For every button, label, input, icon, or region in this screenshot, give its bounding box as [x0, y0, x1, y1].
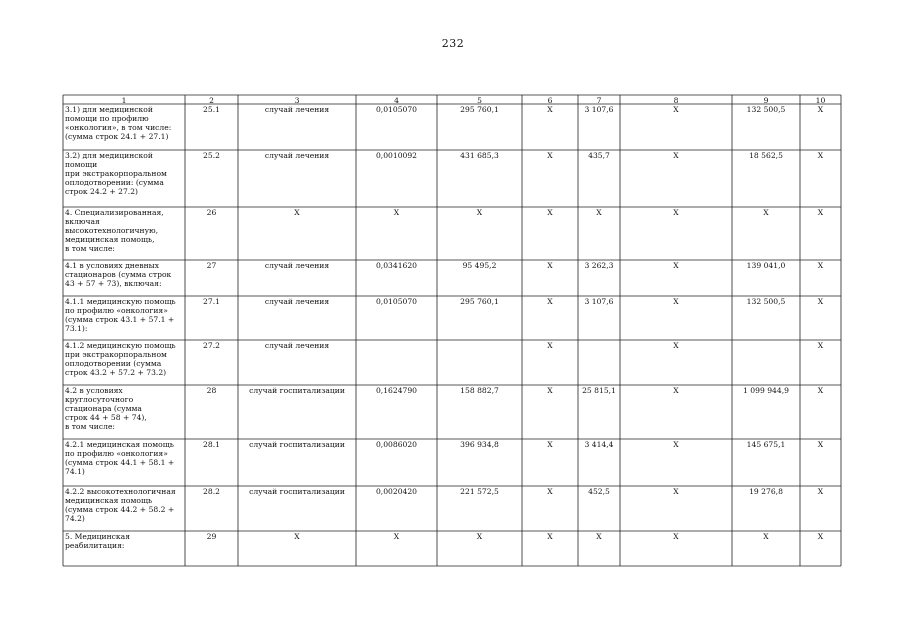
cell-col-2: 27.2	[203, 341, 220, 350]
cell-col-2: 26	[206, 208, 217, 217]
cell-col-9: 145 675,1	[746, 440, 786, 449]
cell-col-3: случай лечения	[264, 297, 330, 306]
cell-col-3: случай госпитализации	[249, 440, 345, 449]
row-label-line: в том числе:	[65, 244, 115, 253]
row-label-line: «онкология», в том числе:	[65, 123, 172, 132]
cell-col-2: 25.2	[203, 151, 220, 160]
row-label-line: 3.1) для медицинской	[65, 105, 153, 114]
cell-col-3: X	[294, 208, 300, 217]
cell-col-9: 19 276,8	[749, 487, 783, 496]
header-cell: 1	[121, 95, 127, 105]
cell-col-7: 3 414,4	[584, 440, 614, 449]
cell-col-4: 0,0105070	[375, 105, 418, 114]
cell-col-6: X	[547, 151, 553, 160]
cell-col-8: X	[673, 105, 679, 114]
cell-col-10: X	[817, 261, 824, 270]
row-label-line: 4.1.2 медицинскую помощь	[65, 341, 176, 350]
cell-col-9: 132 500,5	[746, 297, 786, 306]
cell-col-6: X	[547, 297, 553, 306]
cell-col-4: X	[393, 208, 400, 217]
row-label-line: помощи	[65, 160, 98, 169]
cell-col-9: X	[763, 532, 769, 541]
row-label-line: включая	[65, 217, 100, 226]
cell-col-10: X	[817, 105, 824, 114]
cell-col-3: случай госпитализации	[249, 386, 345, 395]
cell-col-9: 139 041,0	[746, 261, 786, 270]
cell-col-4: 0,0341620	[375, 261, 418, 270]
header-cell: 9	[763, 95, 769, 105]
row-label-line: (сумма строк 24.1 + 27.1)	[65, 132, 169, 141]
cell-col-5: X	[476, 532, 483, 541]
row-label-line: строк 44 + 58 + 74),	[65, 413, 147, 422]
cell-col-3: случай госпитализации	[249, 487, 345, 496]
cell-col-6: X	[547, 105, 553, 114]
cell-col-10: X	[817, 386, 824, 395]
row-label-line: стационаров (сумма строк	[65, 270, 172, 279]
row-label-line: 4.2.1 медицинская помощь	[65, 440, 174, 449]
row-label-line: в том числе:	[65, 422, 115, 431]
cell-col-5: 295 760,1	[460, 297, 499, 306]
cell-col-4: 0,0010092	[375, 151, 418, 160]
cell-col-8: X	[673, 208, 679, 217]
row-label-line: строк 43.2 + 57.2 + 73.2)	[65, 368, 167, 377]
header-cell: 10	[815, 95, 826, 105]
cell-col-7: 435,7	[588, 151, 610, 160]
row-label-line: круглосуточного	[65, 395, 134, 404]
cell-col-2: 25.1	[203, 105, 220, 114]
cell-col-3: случай лечения	[264, 261, 330, 270]
cell-col-4: X	[393, 532, 400, 541]
cell-col-8: X	[673, 151, 679, 160]
row-label-line: оплодотворении: (сумма	[65, 178, 164, 187]
cell-col-7: 3 107,6	[584, 297, 614, 306]
cell-col-7: 3 262,3	[584, 261, 614, 270]
cell-col-6: X	[547, 386, 553, 395]
row-label-line: при экстракорпоральном	[65, 169, 167, 178]
row-label-line: медицинская помощь	[65, 496, 153, 505]
cell-col-10: X	[817, 208, 824, 217]
cell-col-6: X	[547, 487, 553, 496]
cell-col-9: 1 099 944,9	[743, 386, 789, 395]
cell-col-6: X	[547, 532, 553, 541]
header-cell: 2	[209, 95, 214, 105]
row-label-line: строк 24.2 + 27.2)	[65, 187, 139, 196]
header-cell: 4	[394, 95, 399, 105]
cell-col-4: 0,0020420	[375, 487, 418, 496]
cell-col-2: 28.2	[203, 487, 220, 496]
row-label-line: высокотехнологичную,	[65, 226, 159, 235]
row-label-line: 4.2 в условиях	[65, 386, 123, 395]
row-label-line: реабилитация:	[65, 541, 125, 550]
row-label-line: оплодотворении (сумма	[65, 359, 162, 368]
row-label-line: 5. Медицинская	[65, 532, 130, 541]
cell-col-7: X	[596, 208, 602, 217]
cell-col-7: 25 815,1	[582, 386, 616, 395]
cell-col-2: 27	[206, 261, 217, 270]
cell-col-5: 221 572,5	[460, 487, 499, 496]
cell-col-5: 431 685,3	[460, 151, 499, 160]
cell-col-5: X	[476, 208, 483, 217]
row-label-line: 4.1 в условиях дневных	[65, 261, 160, 270]
row-label-line: по профилю «онкология»	[65, 306, 168, 315]
header-cell: 3	[294, 95, 300, 105]
row-label-line: 3.2) для медицинской	[65, 151, 153, 160]
row-label-line: по профилю «онкология»	[65, 449, 168, 458]
header-cell: 5	[477, 95, 482, 105]
cell-col-3: случай лечения	[264, 151, 330, 160]
cell-col-8: X	[673, 440, 679, 449]
cell-col-8: X	[673, 341, 679, 350]
row-label-line: 74.1)	[65, 467, 85, 476]
row-label-line: 4.1.1 медицинскую помощь	[65, 297, 176, 306]
cell-col-3: случай лечения	[264, 341, 330, 350]
cell-col-8: X	[673, 297, 679, 306]
cell-col-3: случай лечения	[264, 105, 330, 114]
cell-col-9: X	[763, 208, 769, 217]
cell-col-10: X	[817, 151, 824, 160]
row-label-line: 4. Специализированная,	[65, 208, 164, 217]
cell-col-8: X	[673, 532, 679, 541]
cell-col-8: X	[673, 261, 679, 270]
cell-col-5: 158 882,7	[460, 386, 499, 395]
row-label-line: помощи по профилю	[65, 114, 149, 123]
cell-col-8: X	[673, 487, 679, 496]
cell-col-5: 396 934,8	[460, 440, 499, 449]
cell-col-4: 0,1624790	[375, 386, 418, 395]
cell-col-10: X	[817, 532, 824, 541]
page-number: 232	[441, 37, 465, 50]
row-label-line: медицинская помощь,	[65, 235, 155, 244]
cell-col-7: 452,5	[588, 487, 610, 496]
cell-col-3: X	[294, 532, 300, 541]
row-label-line: 4.2.2 высокотехнологичная	[65, 487, 176, 496]
cell-col-5: 295 760,1	[460, 105, 499, 114]
cell-col-6: X	[547, 261, 553, 270]
cell-col-9: 132 500,5	[746, 105, 786, 114]
cell-col-7: 3 107,6	[584, 105, 614, 114]
row-label-line: 43 + 57 + 73), включая:	[65, 279, 162, 288]
row-label-line: 74.2)	[65, 514, 85, 523]
row-label-line: (сумма строк 43.1 + 57.1 +	[65, 315, 175, 324]
cell-col-5: 95 495,2	[462, 261, 497, 270]
cell-col-2: 28	[206, 386, 217, 395]
header-cell: 8	[673, 95, 679, 105]
row-label-line: (сумма строк 44.2 + 58.2 +	[65, 505, 175, 514]
cell-col-2: 29	[206, 532, 217, 541]
cell-col-2: 27.1	[203, 297, 220, 306]
cell-col-2: 28.1	[203, 440, 220, 449]
row-label-line: стационара (сумма	[65, 404, 142, 413]
cell-col-6: X	[547, 341, 553, 350]
cell-col-10: X	[817, 440, 824, 449]
cell-col-10: X	[817, 487, 824, 496]
header-cell: 6	[547, 95, 553, 105]
cell-col-4: 0,0105070	[375, 297, 418, 306]
cell-col-9: 18 562,5	[749, 151, 783, 160]
cell-col-10: X	[817, 297, 824, 306]
cell-col-6: X	[547, 208, 553, 217]
row-label-line: при экстракорпоральном	[65, 350, 167, 359]
cell-col-8: X	[673, 386, 679, 395]
row-label-line: (сумма строк 44.1 + 58.1 +	[65, 458, 175, 467]
cell-col-7: X	[596, 532, 602, 541]
cell-col-10: X	[817, 341, 824, 350]
row-label-line: 73.1):	[65, 324, 88, 333]
header-cell: 7	[596, 95, 602, 105]
cell-col-4: 0,0086020	[375, 440, 418, 449]
cell-col-6: X	[547, 440, 553, 449]
